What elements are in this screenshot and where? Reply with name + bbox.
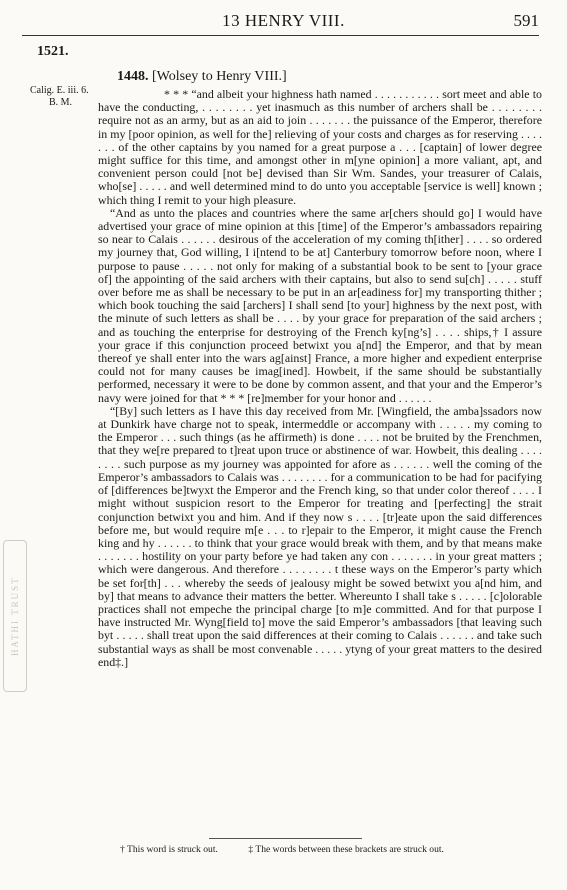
running-header-title: 13 HENRY VIII. [222, 11, 345, 30]
reference-line-1: Calig. E. iii. 6. [30, 85, 89, 96]
header-rule [22, 35, 539, 36]
entry-title: [Wolsey to Henry VIII.] [152, 69, 287, 84]
year-label: 1521. [37, 44, 69, 59]
paragraph-3: “[By] such letters as I have this day received from Mr. [Wingfield, the amba]ssadors now at Dunkirk have charge not to speak, intermeddle or accompany with . . . . . my coming to the Emperor . . . such things (as he affirmeth) is done . . . . not be bruited by the Frenchmen, that they we[re prepared to t]reat upon truce or abstinence of war. Howbeit, this dealing . . . . . . . . such purpose as my journey was appointed for afore as . . . . . . well the coming of the Emperor’s ambassadors to Calais was . . . . . . . . for a communication to be had for pacifying of [differences be]twyxt the Emperor and the French king, so that under color thereof . . . . I might without suspicion resort to the Emperor for treating and [perfecting] the strait conjunction betwixt you and him. And if they now s . . . . [tr]eate upon the said differences before me, but would require m[e . . . to r]epair to the Emperor, it might cause the French king and hy . . . . . . to think that your grace would break with them, and by that means make . . . . . . . hostility on your party before ye had taken any con . . . . . . . in your great matters ; which were dangerous. And therefore . . . . . . . . t these ways on the Emperor’s party which be set for[th] . . . whereby the seeds of jealousy might be sowed betwixt you a[nd him, and by] that means to advance their matters the better. Whereunto I shall take s . . . . . [c]olorable practices shall not empeche the principal charge [to m]e committed. And for that purpose I have instructed Mr. Wyng[field to] move the said Emperor’s ambassadors [that leaving such byt . . . . . shall treat upon the said differences at their coming to Calais . . . . . . and take such substantial ways as shall be most convenable . . . . . ytyng of your great matters to the desired end‡.] [98, 403, 542, 669]
reference-line-2: B. M. [49, 97, 73, 108]
footnote-2: ‡ The words between these brackets are struck out. [248, 844, 444, 855]
letter-body [98, 88, 542, 669]
paragraph-1: * * * “and albeit your highness hath named . . . . . . . . . . . sort meet and able to have the conducting, . . . . . . . . yet inasmuch as this number of archers shall be . . . . . . . . require not as an army, but as an aid to join . . . . . . . the puissance of the Emperor, therefore in my [poor opinion, as well for the] relieving of your costs and charges as for reserving . . . . . . . of the other captains by you named for a great purpose a . . . [captain] of lower degree might suffice for this time, and amongst other in m[yne opinion] a more valiant, apt, and convenient person could [not be] devised than Sir Wm. Sandes, your treasurer of Calais, who[se] . . . . . and well determined mind to do unto you acceptable [service is well] known ; which thing I remit to your high pleasure. [98, 87, 542, 207]
paragraph-2: “And as unto the places and countries where the same ar[chers should go] I would have advertised your grace of mine opinion at this [time] of the Emperor’s ambassadors repairing so near to Calais . . . . . . desirous of the acceleration of my coming th[ither] . . . . so ordered my journey that, God willing, I i[ntend to be at] Canterbury tomorrow before noon, where I purpose to pause . . . . . not only for making of a substantial book to be sent to [your grace of] the appointing of the said archers with their captains, but also to send su[ch] . . . . . stuff over before me as shall be necessary to be put in an ar[eadiness for] my transporting thither ; which book touching the said [archers] I shall send [to your] highness by the next post, with the minute of such letters as shall be . . . . by your grace for preparation of the said archers ; and as touching the enterprise for destroying of the French ky[ng’s] . . . . ships,† I assure your grace if this conjunction proceed betwixt you a[nd] the Emperor, and that by mean thereof ye shall enter into the wars ag[ainst] France, a more higher and expedient enterprise could not for many causes be imag[ined]. Howbeit, if the same should be substantially performed, necessary it were to be done by common assent, and that your and the Emperor’s navy were joined for that * * * [re]member for your honor and . . . . . . [98, 205, 542, 405]
footnote-rule [209, 838, 362, 839]
footnote-1: † This word is struck out. [120, 844, 218, 855]
source-reference [30, 85, 89, 109]
library-watermark: HATHI TRUST [3, 540, 27, 692]
entry-heading [117, 69, 287, 85]
page-number: 591 [513, 11, 539, 30]
footnotes [120, 844, 472, 855]
entry-number: 1448. [117, 69, 149, 84]
